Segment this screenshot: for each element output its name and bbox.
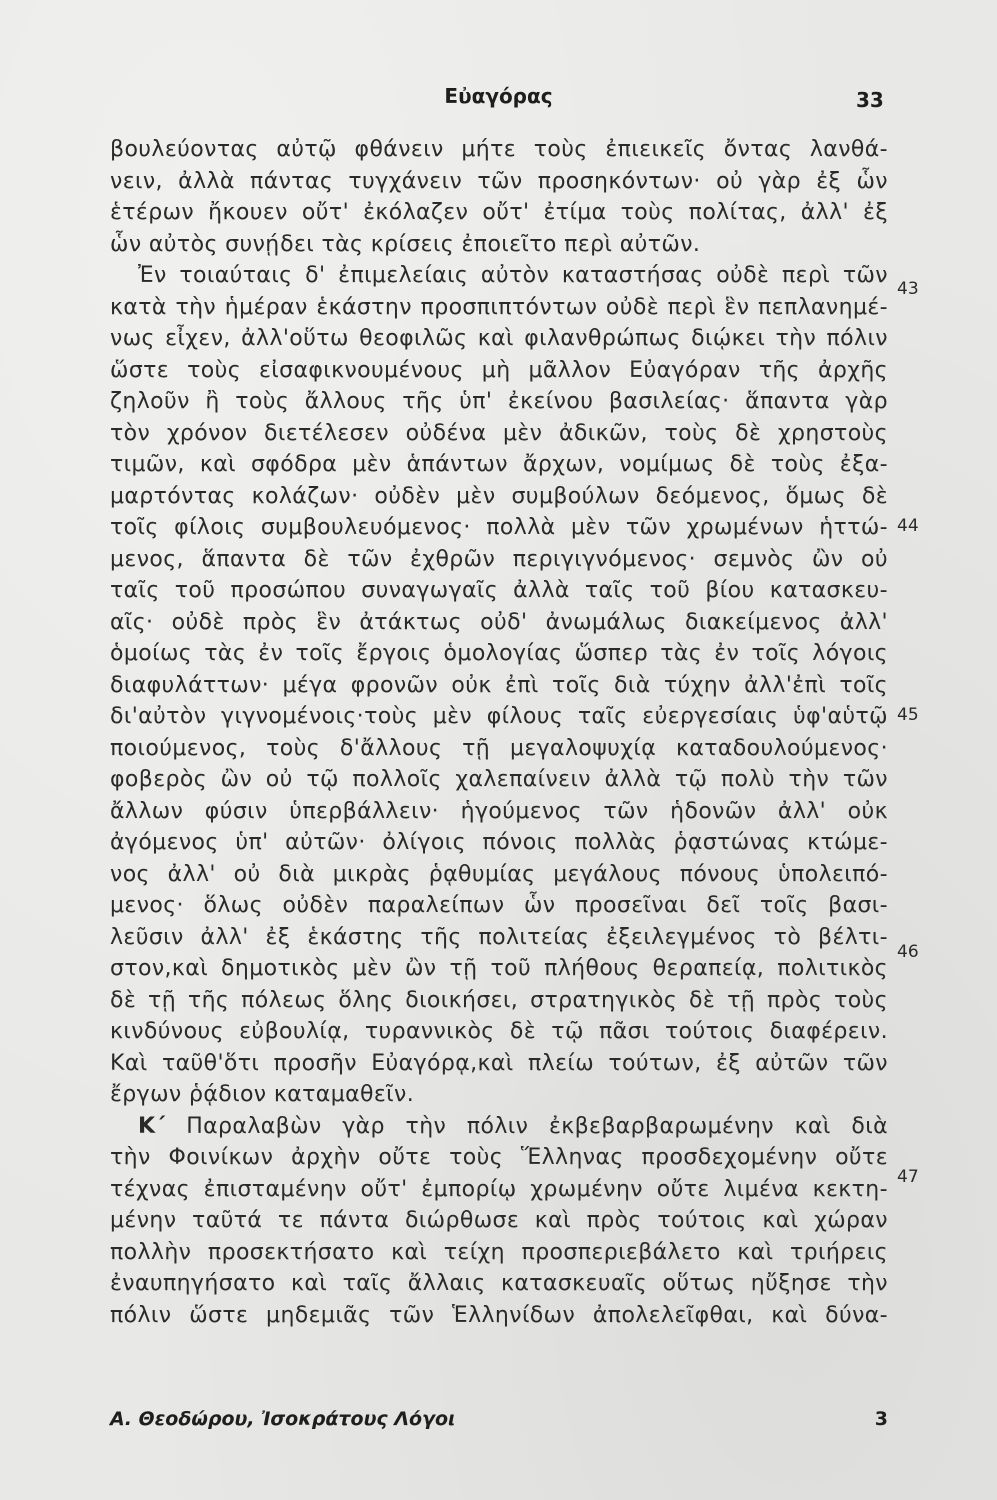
text-line: μένην ταῦτά τε πάντα διώρθωσε καὶ πρὸς τούτοις καὶ χώραν — [110, 1208, 888, 1233]
text-line: ταῖς τοῦ προσώπου συναγωγαῖς ἀλλὰ ταῖς τοῦ βίου κατασκευ- — [110, 578, 888, 603]
text-line: ὧν αὐτὸς συνῄδει τὰς κρίσεις ἐποιεῖτο περὶ αὐτῶν. — [110, 231, 701, 257]
text-line: πόλιν ὥστε μηδεμιᾶς τῶν Ἑλληνίδων ἀπολελεῖφθαι, καὶ δύνα- — [110, 1302, 888, 1328]
footer-book-title: Α. Θεοδώρου, Ἰσοκράτους Λόγοι — [110, 1408, 456, 1430]
text-line: μαρτόντας κολάζων· οὐδὲν μὲν συμβούλων δεόμενος, ὅμως δὲ — [110, 483, 888, 509]
running-title: Εὐαγόρας — [444, 84, 553, 108]
text-line: μενος· ὅλως οὐδὲν παραλείπων ὧν προσεῖναι δεῖ τοῖς βασι- — [110, 893, 888, 918]
text-line: τοῖς φίλοις συμβουλευόμενος· πολλὰ μὲν τῶν χρωμένων ἡττώ- — [110, 515, 888, 540]
text-line: δι'αὐτὸν γιγνομένοις·τοὺς μὲν φίλους ταῖς εὐεργεσίαις ὑφ'αὑτῷ — [110, 704, 888, 729]
text-line: λεῦσιν ἀλλ' ἐξ ἑκάστης τῆς πολιτείας ἐξειλεγμένος τὸ βέλτι- — [110, 924, 888, 950]
margin-section-number: 44 — [897, 516, 919, 536]
margin-section-number: 46 — [897, 942, 919, 962]
text-line-section-start — [110, 1111, 888, 1143]
margin-section-number: 47 — [897, 1167, 919, 1187]
text-line: βουλεύοντας αὐτῷ φθάνειν μήτε τοὺς ἐπιεικεῖς ὄντας λανθά- — [110, 137, 888, 162]
margin-section-number: 45 — [897, 705, 919, 725]
text-line: πολλὴν προσεκτήσατο καὶ τείχη προσπεριεβάλετο καὶ τριήρεις — [110, 1239, 888, 1265]
text-line: ἄλλων φύσιν ὑπερβάλλειν· ἡγούμενος τῶν ἡδονῶν ἀλλ' οὐκ — [110, 798, 888, 824]
text-line: ἐναυπηγήσατο καὶ ταῖς ἄλλαις κατασκευαῖς οὕτως ηὔξησε τὴν — [110, 1271, 888, 1296]
section-mark: Κ΄ — [138, 1113, 166, 1139]
text-line: τὸν χρόνον διετέλεσεν οὐδένα μὲν ἀδικῶν, τοὺς δὲ χρηστοὺς — [110, 420, 888, 446]
page-footer — [110, 1408, 890, 1438]
text-line: Ἐν τοιαύταις δ' ἐπιμελείαις αὐτὸν καταστήσας οὐδὲ περὶ τῶν — [138, 263, 888, 288]
text-line: δὲ τῇ τῆς πόλεως ὅλης διοικήσει, στρατηγικὸς δὲ τῇ πρὸς τοὺς — [110, 987, 888, 1013]
text-line: κινδύνους εὐβουλίᾳ, τυραννικὸς δὲ τῷ πᾶσι τούτοις διαφέρειν. — [110, 1019, 888, 1044]
text-line: νως εἶχεν, ἀλλ'οὕτω θεοφιλῶς καὶ φιλανθρώπως διῴκει τὴν πόλιν — [110, 326, 888, 351]
text-line: τὴν Φοινίκων ἀρχὴν οὔτε τοὺς Ἕλληνας προσδεχομένην οὔτε — [110, 1145, 888, 1170]
text-line: κατὰ τὴν ἡμέραν ἑκάστην προσπιπτόντων οὐδὲ περὶ ἓν πεπλανημέ- — [110, 294, 888, 320]
text-line: νειν, ἀλλὰ πάντας τυγχάνειν τῶν προσηκόντων· οὐ γὰρ ἐξ ὧν — [110, 168, 888, 194]
running-head — [0, 84, 997, 114]
text-line: ἑτέρων ἤκουεν οὔτ' ἐκόλαζεν οὔτ' ἐτίμα τοὺς πολίτας, ἀλλ' ἐξ — [110, 200, 888, 225]
text-line: ἀγόμενος ὑπ' αὐτῶν· ὀλίγοις πόνοις πολλὰς ῥᾳστώνας κτώμε- — [110, 830, 888, 855]
text-line: διαφυλάττων· μέγα φρονῶν οὐκ ἐπὶ τοῖς διὰ τύχην ἀλλ'ἐπὶ τοῖς — [110, 672, 888, 698]
text-line-content: Παραλαβὼν γὰρ τὴν πόλιν ἐκβεβαρβαρωμένην καὶ διὰ — [186, 1113, 888, 1139]
text-line: νος ἀλλ' οὐ διὰ μικρὰς ῥᾳθυμίας μεγάλους πόνους ὑπολειπό- — [110, 861, 888, 887]
text-line: ποιούμενος, τοὺς δ'ἄλλους τῇ μεγαλοψυχίᾳ καταδουλούμενος· — [110, 735, 888, 761]
page-number: 33 — [856, 88, 884, 112]
text-line: ζηλοῦν ἢ τοὺς ἄλλους τῆς ὑπ' ἐκείνου βασιλείας· ἅπαντα γὰρ — [110, 389, 888, 414]
footer-signature-mark: 3 — [874, 1408, 888, 1430]
text-line: τιμῶν, καὶ σφόδρα μὲν ἁπάντων ἄρχων, νομίμως δὲ τοὺς ἐξα- — [110, 452, 888, 477]
text-line: τέχνας ἐπισταμένην οὔτ' ἐμπορίῳ χρωμένην οὔτε λιμένα κεκτη- — [110, 1176, 888, 1202]
text-line: ὥστε τοὺς εἰσαφικνουμένους μὴ μᾶλλον Εὐαγόραν τῆς ἀρχῆς — [110, 357, 888, 383]
text-line: αῖς· οὐδὲ πρὸς ἓν ἀτάκτως οὐδ' ἀνωμάλως διακείμενος ἀλλ' — [110, 609, 888, 635]
text-line: ἔργων ῥᾴδιον καταμαθεῖν. — [110, 1082, 415, 1107]
text-line: φοβερὸς ὢν οὐ τῷ πολλοῖς χαλεπαίνειν ἀλλὰ τῷ πολὺ τὴν τῶν — [110, 767, 888, 792]
text-line: στον,καὶ δημοτικὸς μὲν ὢν τῇ τοῦ πλήθους θεραπείᾳ, πολιτικὸς — [110, 956, 888, 981]
text-line: μενος, ἅπαντα δὲ τῶν ἐχθρῶν περιγιγνόμενος· σεμνὸς ὢν οὐ — [110, 546, 888, 572]
text-line: Καὶ ταῦθ'ὅτι προσῆν Εὐαγόρᾳ,καὶ πλείω τούτων, ἐξ αὐτῶν τῶν — [110, 1050, 888, 1076]
text-line: ὁμοίως τὰς ἐν τοῖς ἔργοις ὁμολογίας ὥσπερ τὰς ἐν τοῖς λόγοις — [110, 641, 888, 666]
margin-section-number: 43 — [897, 279, 919, 299]
